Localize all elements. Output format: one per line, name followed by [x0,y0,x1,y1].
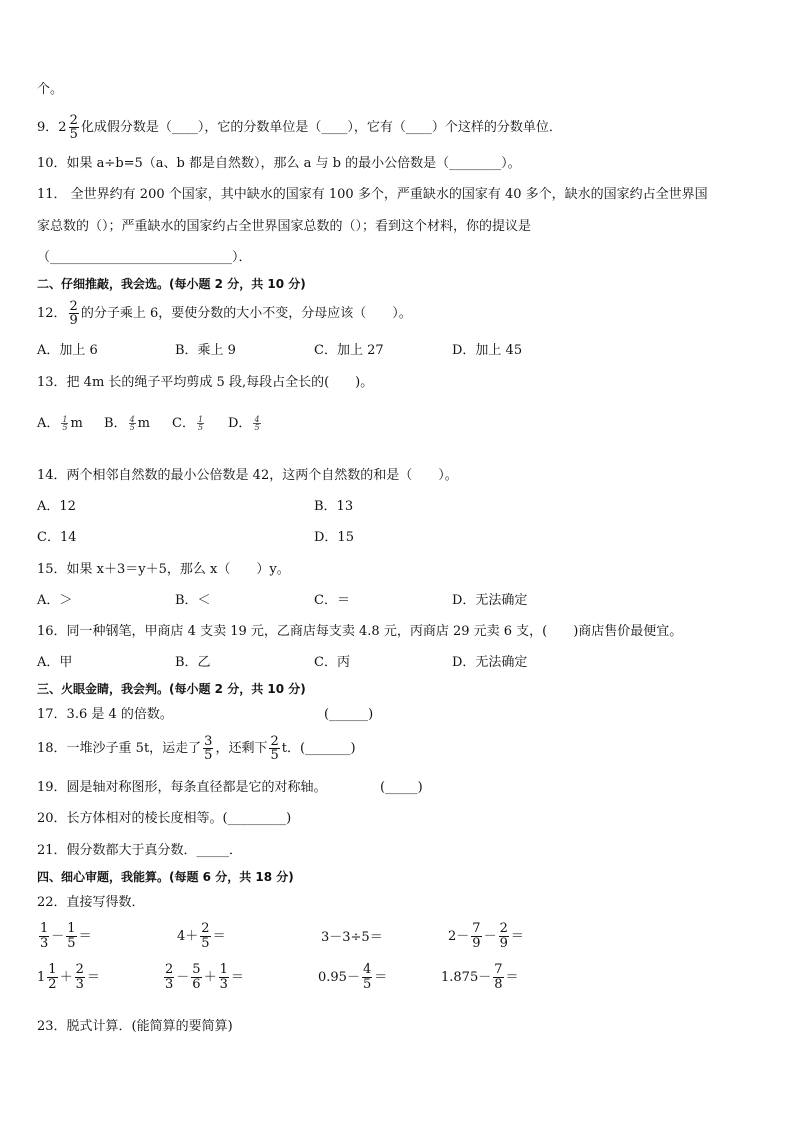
q13-option-c[interactable] [172,416,206,432]
question-23: 23．脱式计算．(能简算的要简算) [37,1019,233,1034]
fraction [75,963,85,992]
expression-1 [37,922,92,951]
q13-option-b[interactable] [104,416,150,432]
option-label: D． [228,416,252,431]
numerator: 2 [165,962,174,977]
denominator: 5 [69,127,78,142]
option-label: A． [37,416,60,431]
expression-5 [37,963,100,992]
equals: ＝ [78,929,92,944]
denominator: 5 [270,748,279,763]
q16-option-c[interactable]: C．丙 [314,655,350,670]
small-fraction [197,416,204,431]
question-text: ，还剩下 [215,741,268,756]
denominator: 9 [472,936,481,951]
fraction [69,114,79,141]
question-text: 18．一堆沙子重 5t，运走了 [37,741,202,756]
denominator: 5 [254,423,260,432]
denominator: 3 [219,977,228,992]
denominator: 3 [40,936,49,951]
question-text: 17．3.6 是 4 的倍数。 [37,707,173,722]
q14-option-a[interactable]: A．12 [37,499,76,514]
denominator: 3 [165,977,174,992]
question-12 [37,300,412,327]
fraction [164,963,174,992]
question-11-line2: 家总数的（）；严重缺水的国家约占全世界国家总数的（）；看到这个材料，你的提议是 [37,219,532,234]
question-number: 12． [37,306,67,321]
section-4-heading: 四、细心审题，我能算。(每题 6 分，共 18 分) [37,870,294,884]
question-number: 9． [37,120,59,135]
unit: m [137,416,150,431]
operand: 4＋ [177,929,199,944]
numerator: 2 [69,113,78,128]
equals: ＝ [374,970,388,985]
numerator: 1 [197,415,204,424]
denominator: 9 [499,936,508,951]
denominator: 5 [67,936,76,951]
operator: ＋ [59,970,73,985]
numerator: 3 [204,734,213,749]
numerator: 4 [362,962,372,977]
q16-option-a[interactable]: A．甲 [37,655,73,670]
numerator: 2 [499,921,508,936]
question-11-line3: （____________________________）． [37,250,252,265]
operator: － [483,929,497,944]
q16-option-d[interactable]: D．无法确定 [452,655,528,670]
small-fraction [129,416,136,431]
section-2-heading: 二、仔细推敲，我会选。(每小题 2 分，共 10 分) [37,277,306,291]
mixed-number-whole: 2 [58,120,67,135]
q12-option-c[interactable]: C．加上 27 [314,343,384,358]
question-22-title: 22．直接写得数． [37,895,145,910]
operand: 1.875－ [441,970,492,985]
question-15: 15．如果 x＋3＝y＋5，那么 x（ ）y。 [37,562,290,577]
q13-option-a[interactable] [37,416,83,432]
fraction [499,922,509,951]
fraction [200,922,210,951]
numerator: 5 [192,962,201,977]
numerator: 2 [69,299,78,314]
question-20: 20．长方体相对的棱长度相等。(_________) [37,811,292,826]
question-16: 16．同一种钢笔，甲商店 4 支卖 19 元，乙商店每支卖 4.8 元，丙商店 29 元卖 6 支，( )商店售价最便宜。 [37,624,683,639]
denominator: 5 [201,936,210,951]
q15-option-a[interactable]: A．＞ [37,593,73,608]
question-21: 21．假分数都大于真分数．_____． [37,843,243,858]
numerator: 2 [201,921,210,936]
equals: ＝ [230,970,244,985]
expression-7 [318,963,387,992]
equals: ＝ [510,929,524,944]
q14-option-d[interactable]: D．15 [314,530,354,545]
small-fraction [61,416,68,431]
numerator: 7 [472,921,481,936]
expression-4 [448,922,524,951]
denominator: 5 [197,423,204,432]
q15-option-b[interactable]: B．＜ [175,593,211,608]
unit: m [70,416,83,431]
q12-option-d[interactable]: D．加上 45 [452,343,523,358]
fraction [269,735,279,762]
operand: 0.95－ [318,970,360,985]
numerator: 1 [62,415,68,424]
denominator: 5 [362,977,372,992]
question-17 [37,707,173,723]
question-8-tail: 个。 [37,82,64,97]
fraction [191,963,201,992]
equals: ＝ [212,929,226,944]
expression-8 [441,963,519,992]
fraction [471,922,481,951]
question-10: 10．如果 a÷b=5（a、b 都是自然数），那么 a 与 b 的最小公倍数是（________）。 [37,156,521,171]
numerator: 2 [75,962,84,977]
question-18 [37,735,356,762]
denominator: 3 [75,977,84,992]
small-fraction [253,416,260,431]
q15-option-c[interactable]: C．＝ [314,593,350,608]
denominator: 5 [129,423,135,432]
expression-6 [162,963,244,992]
option-label: B． [104,416,127,431]
fraction [66,922,76,951]
q13-option-d[interactable] [228,416,263,432]
question-14: 14．两个相邻自然数的最小公倍数是 42，这两个自然数的和是（ ）。 [37,468,458,483]
fraction [47,963,57,992]
question-text: 19．圆是轴对称图形，每条直径都是它的对称轴。 [37,780,327,795]
question-13: 13．把 4m 长的绳子平均剪成 5 段,每段占全长的( )。 [37,375,374,390]
expression-2 [177,922,226,951]
question-9 [37,114,562,141]
question-text: t．(_______) [281,741,356,756]
answer-blank[interactable]: (______) [324,707,374,722]
denominator: 6 [192,977,201,992]
fraction [203,735,213,762]
equals: ＝ [505,970,519,985]
fraction [39,922,49,951]
mixed-number-whole: 1 [37,970,46,985]
question-text: 化成假分数是（____），它的分数单位是（____），它有（____）个这样的分数单位． [80,120,562,135]
numerator: 1 [48,962,57,977]
numerator: 4 [129,415,135,424]
numerator: 4 [254,415,260,424]
fraction [69,300,79,327]
q15-option-d[interactable]: D．无法确定 [452,593,528,608]
numerator: 7 [494,962,503,977]
operator: － [176,970,190,985]
question-19 [37,780,327,796]
q16-option-b[interactable]: B．乙 [175,655,211,670]
question-text: 的分子乘上 6，要使分数的大小不变，分母应该（ ）。 [80,306,412,321]
denominator: 2 [48,977,57,992]
question-11-line1: 11． 全世界约有 200 个国家，其中缺水的国家有 100 多个，严重缺水的国家有 40 多个，缺水的国家约占全世界国 [37,187,708,202]
equals: ＝ [86,970,100,985]
numerator: 1 [67,921,76,936]
option-label: C． [172,416,195,431]
operand: 2－ [448,929,470,944]
q12-option-b[interactable]: B．乘上 9 [175,343,236,358]
q14-option-c[interactable]: C．14 [37,530,77,545]
section-3-heading: 三、火眼金睛，我会判。(每小题 2 分，共 10 分) [37,682,306,696]
expression-3: 3－3÷5＝ [321,930,383,945]
denominator: 5 [62,423,68,432]
numerator: 1 [219,962,228,977]
numerator: 1 [40,921,49,936]
denominator: 8 [494,977,503,992]
denominator: 9 [69,313,78,328]
numerator: 2 [270,734,279,749]
operator: ＋ [203,970,217,985]
q14-option-b[interactable]: B．13 [314,499,354,514]
fraction [219,963,229,992]
answer-blank[interactable]: (_____) [380,780,423,795]
q12-option-a[interactable]: A．加上 6 [37,343,98,358]
operator: － [51,929,65,944]
denominator: 5 [204,748,213,763]
fraction [493,963,503,992]
fraction [362,963,372,992]
